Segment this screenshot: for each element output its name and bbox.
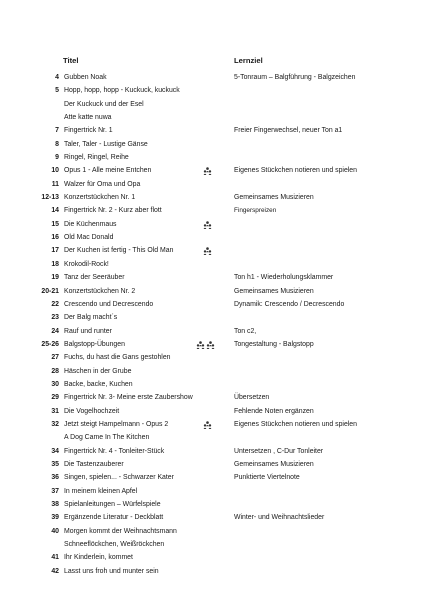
song-title: Schneeflöckchen, Weißröckchen — [64, 541, 165, 549]
page-number: 39 — [51, 514, 59, 522]
page-number: 27 — [51, 354, 59, 362]
toc-row — [0, 138, 424, 151]
toc-row — [0, 98, 424, 111]
column-header-title: Titel — [63, 56, 79, 65]
song-title: Ergänzende Literatur - Deckblatt — [64, 514, 164, 522]
page-number: 40 — [51, 527, 59, 535]
toc-row — [0, 471, 424, 484]
ensemble-icons — [203, 421, 213, 429]
song-title: Jetzt steigt Hampelmann - Opus 2 — [64, 420, 169, 428]
song-title: Fingertrick Nr. 1 — [64, 127, 113, 135]
page-number: 32 — [51, 420, 59, 428]
page-number: 23 — [51, 314, 59, 322]
page-number: 7 — [55, 127, 59, 135]
page-number: 30 — [51, 380, 59, 388]
song-title: Backe, backe, Kuchen — [64, 380, 133, 388]
page-number: 4 — [55, 74, 59, 81]
toc-row — [0, 485, 424, 498]
ensemble-icons — [203, 247, 213, 255]
page-number: 28 — [51, 367, 59, 375]
page-number: 24 — [51, 327, 59, 335]
people-icon — [203, 167, 212, 175]
page-number: 42 — [51, 567, 59, 575]
song-title: Walzer für Oma und Opa — [64, 180, 141, 188]
song-title: Atte katte nuwa — [64, 114, 112, 122]
page-number: 15 — [51, 220, 59, 228]
page-number: 18 — [51, 260, 59, 268]
learning-goal: Fingerspreizen — [234, 207, 277, 215]
toc-row — [0, 111, 424, 124]
learning-goal: Punktierte Viertelnote — [234, 474, 300, 482]
page-number: 38 — [51, 501, 59, 508]
learning-goal: Übersetzen — [234, 394, 270, 402]
learning-goal: Fehlende Noten ergänzen — [234, 407, 314, 415]
song-title: Häschen in der Grube — [64, 367, 132, 375]
toc-row — [0, 244, 424, 257]
learning-goal: Freier Fingerwechsel, neuer Ton a1 — [234, 127, 343, 135]
song-title: Fuchs, du hast die Gans gestohlen — [64, 354, 171, 362]
page-number: 22 — [51, 300, 59, 308]
toc-row — [0, 418, 424, 431]
song-title: Konzertstückchen Nr. 1 — [64, 194, 136, 202]
learning-goal: Eigenes Stückchen notieren und spielen — [234, 420, 357, 428]
song-title: Fingertrick Nr. 3- Meine erste Zaubershow — [64, 394, 193, 402]
page-number: 19 — [51, 274, 59, 282]
page-number: 20-21 — [41, 287, 59, 295]
song-title: Morgen kommt der Weihnachtsmann — [64, 527, 177, 535]
toc-row — [0, 298, 424, 311]
toc-row — [0, 391, 424, 404]
page-number: 5 — [55, 87, 59, 95]
song-title: Opus 1 - Alle meine Entchen — [64, 167, 152, 175]
song-title: Gubben Noak — [64, 74, 107, 81]
learning-goal: Gemeinsames Musizieren — [234, 460, 314, 468]
toc-row — [0, 551, 424, 564]
song-title: A Dog Came In The Kitchen — [64, 434, 150, 442]
song-title: Old Mac Donald — [64, 234, 114, 242]
toc-row — [0, 71, 424, 84]
song-title: Rauf und runter — [64, 327, 112, 335]
toc-row — [0, 565, 424, 578]
learning-goal: Gemeinsames Musizieren — [234, 194, 314, 202]
song-title: Der Kuckuck und der Esel — [64, 100, 144, 108]
song-title: Krokodil-Rock! — [64, 260, 109, 268]
toc-row — [0, 351, 424, 364]
page-number: 10 — [51, 167, 59, 175]
column-header-goal: Lernziel — [234, 56, 263, 65]
song-title: Die Vogelhochzeit — [64, 407, 120, 415]
toc-row — [0, 498, 424, 511]
song-title: Fingertrick Nr. 4 - Tonleiter-Stück — [64, 447, 165, 455]
song-title: Ihr Kinderlein, kommet — [64, 554, 133, 562]
song-title: Der Kuchen ist fertig - This Old Man — [64, 247, 174, 255]
toc-row — [0, 178, 424, 191]
toc-row — [0, 191, 424, 204]
toc-row — [0, 271, 424, 284]
song-title: Hopp, hopp, hopp - Kuckuck, kuckuck — [64, 87, 180, 95]
ensemble-icons — [203, 221, 213, 229]
page-number: 34 — [51, 447, 59, 455]
people-icon — [206, 341, 215, 349]
song-title: Spielanleitungen – Würfelspiele — [64, 501, 161, 508]
song-title: Die Tastenzauberer — [64, 460, 124, 468]
people-icon — [203, 247, 212, 255]
learning-goal: Winter- und Weihnachtslieder — [234, 514, 325, 522]
toc-row — [0, 84, 424, 97]
ensemble-icons — [196, 341, 216, 349]
toc-row — [0, 431, 424, 444]
song-title: Der Balg macht´s — [64, 314, 118, 322]
ensemble-icons — [203, 167, 213, 175]
page-number: 41 — [51, 554, 59, 562]
toc-row — [0, 511, 424, 524]
page-number: 37 — [51, 487, 59, 495]
page-number: 8 — [55, 140, 59, 148]
song-title: In meinem kleinen Apfel — [64, 487, 138, 495]
people-icon — [203, 221, 212, 229]
learning-goal: Eigenes Stückchen notieren und spielen — [234, 167, 357, 175]
song-title: Die Küchenmaus — [64, 220, 117, 228]
page-number: 16 — [51, 234, 59, 242]
page-number: 36 — [51, 474, 59, 482]
toc-row — [0, 204, 424, 217]
toc-row — [0, 445, 424, 458]
page-number: 31 — [51, 407, 59, 415]
page-number: 12-13 — [41, 194, 59, 202]
toc-row — [0, 538, 424, 551]
page-number: 35 — [51, 460, 59, 468]
page-number: 29 — [51, 394, 59, 402]
song-title: Ringel, Ringel, Reihe — [64, 154, 129, 162]
page-number: 25-26 — [41, 340, 59, 348]
learning-goal: Tongestaltung - Balgstopp — [234, 340, 314, 348]
toc-row — [0, 338, 424, 351]
song-title: Crescendo und Decrescendo — [64, 300, 154, 308]
toc-row — [0, 258, 424, 271]
table-of-contents — [0, 71, 424, 578]
song-title: Tanz der Seeräuber — [64, 274, 125, 282]
toc-row — [0, 378, 424, 391]
song-title: Singen, spielen... - Schwarzer Kater — [64, 474, 174, 482]
toc-row — [0, 164, 424, 177]
learning-goal: Gemeinsames Musizieren — [234, 287, 314, 295]
song-title: Konzertstückchen Nr. 2 — [64, 287, 136, 295]
toc-row — [0, 405, 424, 418]
learning-goal: Ton h1 - Wiederholungsklammer — [234, 274, 334, 282]
page-number: 17 — [51, 247, 59, 255]
song-title: Lasst uns froh und munter sein — [64, 567, 159, 575]
toc-row — [0, 325, 424, 338]
toc-row — [0, 285, 424, 298]
page-number: 11 — [51, 180, 59, 188]
people-icon — [203, 421, 212, 429]
learning-goal: Ton c2, — [234, 327, 257, 335]
page-number: 9 — [55, 154, 59, 162]
learning-goal: Dynamik: Crescendo / Decrescendo — [234, 300, 345, 308]
people-icon — [196, 341, 205, 349]
learning-goal: 5-Tonraum – Balgführung - Balgzeichen — [234, 74, 356, 81]
learning-goal: Untersetzen , C-Dur Tonleiter — [234, 447, 324, 455]
toc-row — [0, 458, 424, 471]
toc-row — [0, 365, 424, 378]
toc-row — [0, 218, 424, 231]
page-number: 14 — [51, 207, 59, 215]
toc-row — [0, 231, 424, 244]
toc-row — [0, 525, 424, 538]
song-title: Fingertrick Nr. 2 - Kurz aber flott — [64, 207, 162, 215]
toc-row — [0, 311, 424, 324]
song-title: Balgstopp-Übungen — [64, 340, 125, 348]
toc-row — [0, 151, 424, 164]
song-title: Taler, Taler - Lustige Gänse — [64, 140, 148, 148]
toc-row — [0, 124, 424, 137]
